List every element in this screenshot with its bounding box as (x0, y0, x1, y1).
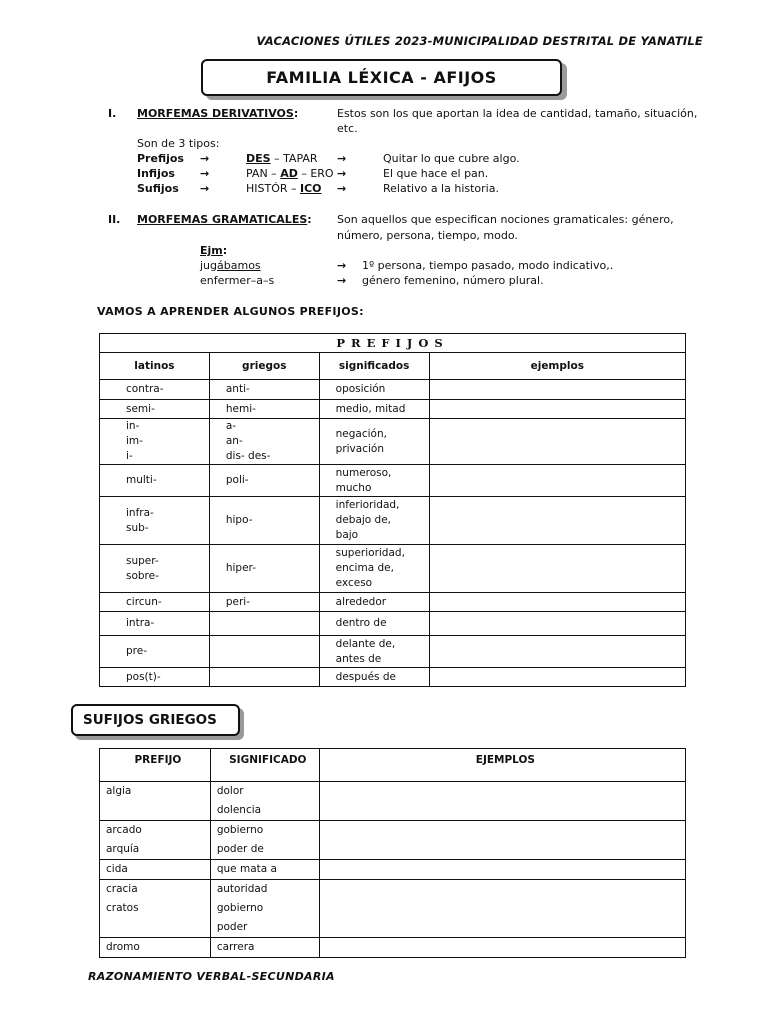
cell-ejemplos (429, 497, 685, 545)
cell-latinos (100, 419, 210, 465)
type-example (246, 166, 334, 181)
example-1-word (200, 258, 261, 273)
cell-significado (210, 782, 319, 821)
page-header: VACACIONES ÚTILES 2023-MUNICIPALIDAD DESTRITAL DE YANATILE (256, 34, 703, 48)
ejm-label: Ejm (200, 244, 223, 257)
col-header-ejemplos: ejemplos (429, 353, 685, 380)
prefijos-header-row (100, 353, 686, 380)
suffix-meaning: autoridad (216, 883, 268, 895)
suffix-meaning: gobierno (216, 824, 264, 836)
sufijos-table (99, 748, 686, 958)
sufijos-title: SUFIJOS GRIEGOS (83, 712, 217, 728)
table-row (100, 668, 686, 687)
type-name: Prefijos (137, 152, 184, 165)
cell-griegos (209, 497, 319, 545)
arrow-icon: → (337, 152, 347, 165)
cell-significados (319, 497, 429, 545)
suffix: cracia (106, 883, 138, 895)
prefix-meaning: negación, (335, 427, 387, 440)
suffix-meaning: gobierno (216, 902, 264, 914)
cell-significados (319, 400, 429, 419)
cell-ejemplos (429, 636, 685, 668)
cell-ejemplos (319, 880, 685, 938)
type-meaning: Relativo a la historia. (383, 182, 499, 195)
arrow-icon: → (337, 182, 347, 195)
prefix-meaning: numeroso, (335, 466, 392, 479)
latin-prefix: in- (126, 420, 140, 432)
latin-prefix: intra- (126, 617, 155, 629)
cell-significado (210, 880, 319, 938)
type-example-post: – ERO (297, 167, 334, 180)
vamos-heading: VAMOS A APRENDER ALGUNOS PREFIJOS: (97, 305, 364, 318)
cell-significados (319, 419, 429, 465)
greek-prefix: hipo- (225, 514, 253, 526)
cell-griegos (209, 419, 319, 465)
page-title: FAMILIA LÉXICA - AFIJOS (266, 68, 497, 87)
cell-latinos (100, 668, 210, 687)
cell-latinos (100, 465, 210, 497)
cell-griegos (209, 465, 319, 497)
cell-significado (210, 860, 319, 880)
type-example-pre: HISTÓR – (246, 182, 301, 195)
prefix-meaning: exceso (335, 577, 373, 589)
section1-number: I. (108, 107, 117, 120)
prefix-meaning: oposición (335, 383, 386, 395)
example-heading: Ejm: (200, 244, 228, 257)
table-row (100, 593, 686, 612)
section2-colon: : (307, 213, 312, 226)
title-box (201, 59, 562, 96)
section1-heading (137, 106, 298, 121)
suffix: arquía (106, 843, 140, 855)
cell-griegos (209, 612, 319, 636)
col-header-significados: significados (319, 353, 429, 380)
greek-prefix: poli- (225, 474, 249, 486)
latin-prefix: i- (126, 450, 133, 462)
arrow-icon: → (200, 152, 210, 165)
prefix-meaning: debajo de, (335, 514, 392, 526)
cell-ejemplos (429, 400, 685, 419)
cell-griegos (209, 545, 319, 593)
cell-ejemplos (429, 465, 685, 497)
greek-prefix: hiper- (225, 562, 256, 574)
type-example (246, 181, 322, 196)
cell-latinos (100, 612, 210, 636)
section2-desc-1: Son aquellos que especifican nociones gramaticales: género, (337, 213, 674, 226)
arrow-icon: → (200, 167, 210, 180)
example-1-ending: ábamos (217, 259, 261, 272)
type-example-bold: ICO (300, 182, 322, 195)
prefix-meaning: superioridad, (335, 547, 405, 559)
cell-griegos (209, 636, 319, 668)
cell-ejemplos (429, 380, 685, 400)
suffix: algia (106, 785, 132, 797)
type-example-bold: DES (246, 152, 271, 165)
table-row (100, 400, 686, 419)
suffix: cida (106, 863, 128, 875)
example-1-root: jug (200, 259, 218, 272)
table-row (100, 782, 686, 821)
cell-prefijo (100, 880, 211, 938)
col-header-ejemplos: EJEMPLOS (319, 749, 685, 782)
section1-colon: : (293, 107, 299, 120)
section2-heading (137, 212, 312, 227)
arrow-icon: → (337, 259, 347, 272)
prefix-meaning: dentro de (335, 617, 387, 629)
type-meaning: El que hace el pan. (383, 167, 489, 180)
section1-desc-1: Estos son los que aportan la idea de cantidad, tamaño, situación, (337, 107, 698, 120)
suffix-meaning: carrera (216, 941, 255, 953)
type-example-pre: PAN – (246, 167, 281, 180)
cell-prefijo (100, 938, 211, 958)
cell-latinos (100, 545, 210, 593)
cell-significado (210, 821, 319, 860)
greek-prefix: a- (225, 420, 237, 432)
cell-ejemplos (319, 938, 685, 958)
table-row (100, 465, 686, 497)
example-2-word: enfermer–a–s (200, 274, 275, 287)
cell-significados (319, 593, 429, 612)
latin-prefix: circun- (126, 595, 162, 608)
table-row (100, 821, 686, 860)
table-row (100, 419, 686, 465)
greek-prefix: peri- (225, 595, 251, 608)
greek-prefix: hemi- (225, 402, 256, 415)
latin-prefix: sub- (126, 521, 149, 534)
cell-griegos (209, 380, 319, 400)
cell-ejemplos (429, 668, 685, 687)
col-header-prefijo: PREFIJO (100, 749, 211, 782)
cell-griegos (209, 400, 319, 419)
latin-prefix: pre- (126, 645, 147, 657)
table-row (100, 636, 686, 668)
cell-ejemplos (429, 612, 685, 636)
section2-label: MORFEMAS GRAMATICALES (137, 213, 308, 226)
table-row (100, 545, 686, 593)
cell-significados (319, 668, 429, 687)
arrow-icon: → (200, 182, 210, 195)
section2-number: II. (108, 213, 121, 226)
example-1-meaning: 1º persona, tiempo pasado, modo indicativo,. (362, 259, 614, 272)
cell-ejemplos (429, 419, 685, 465)
suffix-meaning: poder (216, 921, 248, 933)
suffix: arcado (106, 824, 142, 836)
col-header-significado: SIGNIFICADO (210, 749, 319, 782)
prefijos-caption: PREFIJOS (100, 334, 686, 353)
greek-prefix: dis- des- (225, 450, 271, 462)
prefix-meaning: antes de (335, 652, 382, 665)
cell-significados (319, 636, 429, 668)
prefix-meaning: bajo (335, 529, 359, 541)
suffix: cratos (106, 902, 139, 914)
cell-griegos (209, 668, 319, 687)
suffix-meaning: que mata a (216, 863, 277, 875)
type-example-post: – TAPAR (270, 152, 318, 165)
latin-prefix: contra- (126, 383, 164, 395)
prefijos-table (99, 333, 686, 687)
type-meaning: Quitar lo que cubre algo. (383, 152, 520, 165)
cell-prefijo (100, 860, 211, 880)
cell-significado (210, 938, 319, 958)
table-row (100, 497, 686, 545)
cell-significados (319, 465, 429, 497)
page-footer: RAZONAMIENTO VERBAL-SECUNDARIA (88, 970, 335, 983)
cell-ejemplos (429, 545, 685, 593)
arrow-icon: → (337, 274, 347, 287)
cell-significados (319, 380, 429, 400)
prefix-meaning: delante de, (335, 637, 396, 650)
section1-desc-2: etc. (337, 122, 358, 135)
arrow-icon: → (337, 167, 347, 180)
example-2-meaning: género femenino, número plural. (362, 274, 544, 287)
cell-ejemplos (319, 860, 685, 880)
sufijos-title-box (71, 704, 240, 736)
table-row (100, 612, 686, 636)
cell-significados (319, 612, 429, 636)
prefix-meaning: mucho (335, 481, 372, 494)
latin-prefix: infra- (126, 506, 154, 519)
col-header-latinos: latinos (100, 353, 210, 380)
type-example-bold: AD (280, 167, 298, 180)
prefix-meaning: alrededor (335, 595, 387, 608)
table-row (100, 938, 686, 958)
section1-label: MORFEMAS DERIVATIVOS (137, 107, 294, 120)
prefix-meaning: inferioridad, (335, 499, 400, 511)
latin-prefix: semi- (126, 402, 155, 415)
suffix: dromo (106, 941, 140, 953)
suffix-meaning: dolor (216, 785, 244, 797)
type-example (246, 151, 318, 166)
types-intro: Son de 3 tipos: (137, 137, 220, 150)
table-row (100, 880, 686, 938)
cell-ejemplos (319, 821, 685, 860)
cell-latinos (100, 400, 210, 419)
cell-griegos (209, 593, 319, 612)
latin-prefix: super- (126, 554, 159, 567)
table-row (100, 860, 686, 880)
cell-ejemplos (319, 782, 685, 821)
suffix-meaning: poder de (216, 843, 264, 855)
cell-latinos (100, 380, 210, 400)
greek-prefix: an- (225, 435, 243, 447)
cell-ejemplos (429, 593, 685, 612)
suffix-meaning: dolencia (216, 804, 262, 816)
prefix-meaning: privación (335, 442, 384, 455)
cell-significados (319, 545, 429, 593)
cell-prefijo (100, 821, 211, 860)
latin-prefix: sobre- (126, 569, 159, 582)
prefijos-caption-row (100, 334, 686, 353)
cell-latinos (100, 497, 210, 545)
cell-latinos (100, 593, 210, 612)
latin-prefix: multi- (126, 474, 157, 486)
cell-prefijo (100, 782, 211, 821)
latin-prefix: im- (126, 435, 143, 447)
cell-latinos (100, 636, 210, 668)
type-name: Infijos (137, 167, 175, 180)
prefix-meaning: encima de, (335, 562, 394, 574)
col-header-griegos: griegos (209, 353, 319, 380)
type-name: Sufijos (137, 182, 179, 195)
section2-desc-2: número, persona, tiempo, modo. (337, 229, 518, 242)
prefix-meaning: medio, mitad (335, 402, 406, 415)
sufijos-header-row (100, 749, 686, 782)
prefix-meaning: después de (335, 670, 396, 683)
latin-prefix: pos(t)- (126, 670, 161, 683)
greek-prefix: anti- (225, 383, 250, 395)
table-row (100, 380, 686, 400)
